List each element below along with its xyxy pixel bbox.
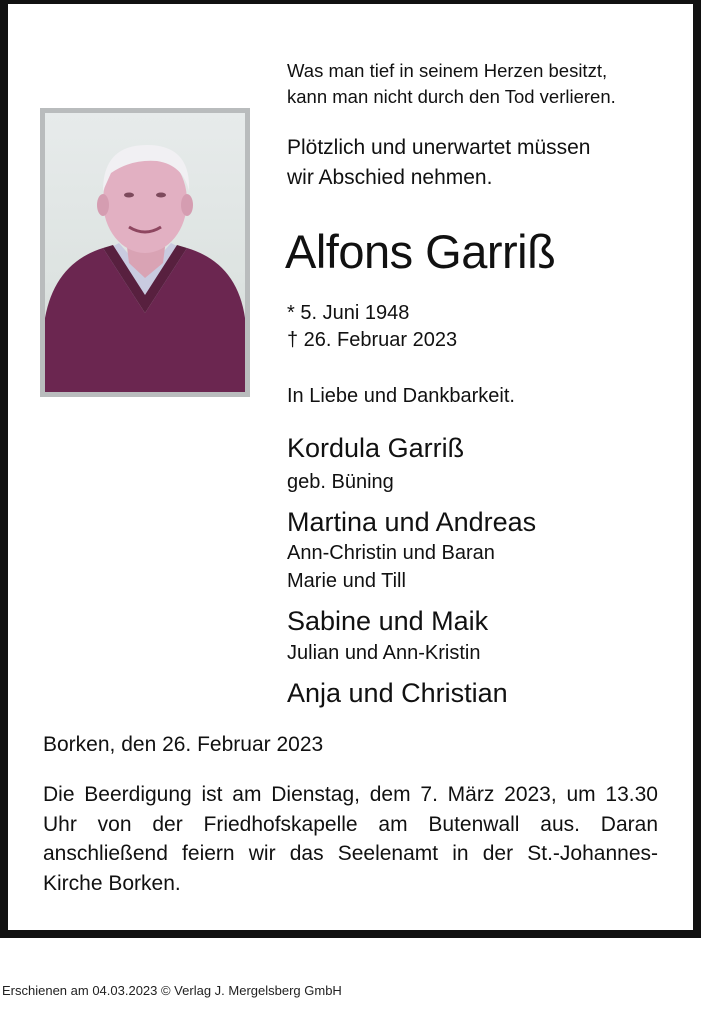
mourner-subline: Julian und Ann-Kristin [287, 642, 481, 664]
quote-line-1: Was man tief in seinem Herzen besitzt, [287, 60, 608, 81]
portrait-photo [45, 113, 245, 392]
quote-line-2: kann man nicht durch den Tod verlieren. [287, 86, 616, 107]
death-date: † 26. Februar 2023 [287, 329, 458, 351]
birth-date: * 5. Juni 1948 [287, 302, 410, 324]
mourner-name: Anja und Christian [287, 678, 508, 708]
mourner-name: Sabine und Maik [287, 606, 489, 636]
publication-footer: Erschienen am 04.03.2023 © Verlag J. Mergelsberg GmbH [2, 983, 342, 998]
mourner-subline: geb. Büning [287, 471, 394, 493]
announcement-line-2: wir Abschied nehmen. [287, 166, 493, 189]
portrait-illustration [45, 113, 245, 392]
gratitude-line: In Liebe und Dankbarkeit. [287, 385, 515, 407]
mourner-name: Martina und Andreas [287, 507, 537, 537]
funeral-information: Die Beerdigung ist am Dienstag, dem 7. März 2023, um 13.30 Uhr von der Friedhofskapelle am Butenwall aus. Daran anschließend feiern wir das Seelenamt in der St.-Johannes-Kirche Borken. [43, 783, 658, 895]
mourner-name: Kordula Garriß [287, 433, 465, 463]
place-date: Borken, den 26. Februar 2023 [43, 733, 324, 756]
deceased-name: Alfons Garriß [285, 225, 556, 278]
announcement-line-1: Plötzlich und unerwartet müssen [287, 136, 591, 159]
mourner-subline: Marie und Till [287, 570, 406, 592]
portrait-frame [40, 108, 250, 397]
mourner-subline: Ann-Christin und Baran [287, 542, 495, 564]
